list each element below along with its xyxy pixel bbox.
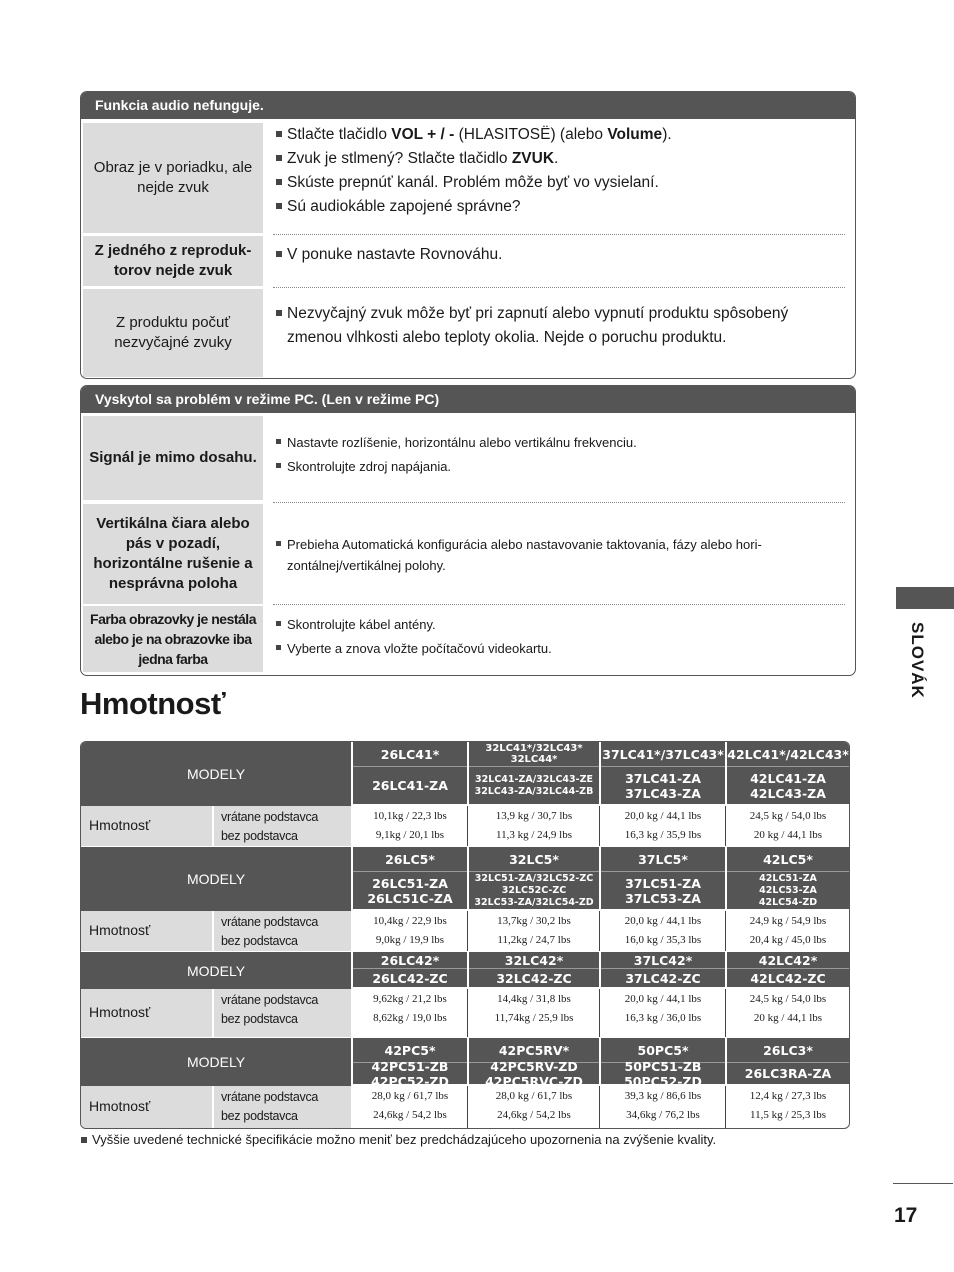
pc-troubleshoot-table (80, 385, 856, 676)
page-title: Hmotnosť (80, 686, 226, 721)
weight-table (80, 741, 850, 1129)
model-variant: 26LC42-ZC (372, 970, 448, 986)
model-variants (727, 969, 849, 987)
pc-row-solutions (275, 432, 845, 477)
model-variant: 42LC54-ZD (758, 896, 818, 908)
model-variant: 32LC41-ZA/32LC43-ZE (475, 773, 593, 785)
weight-without-stand: 11,3 kg / 24,9 lbs (496, 829, 572, 841)
weight-with-stand: 20,0 kg / 44,1 lbs (624, 915, 702, 927)
column-divider (725, 911, 726, 951)
audio-row-solutions (275, 123, 845, 219)
weight-without-stand: 24,6kg / 54,2 lbs (497, 1109, 571, 1121)
solution-item: Sú audiokáble zapojené správne? (275, 195, 845, 219)
model-variant: 32LC42-ZC (496, 970, 572, 986)
weight-without-stand: 9,0kg / 19,9 lbs (375, 934, 445, 946)
model-variant: 32LC53-ZA/32LC54-ZD (474, 896, 594, 908)
audio-section-header: Funkcia audio nefunguje. (81, 92, 855, 119)
model-variant: 42LC43-ZA (750, 785, 826, 801)
weight-with-stand: 10,1kg / 22,3 lbs (373, 810, 447, 822)
model-variants (727, 1063, 849, 1084)
solution-item: Nastavte rozlíšenie, horizontálnu alebo vertikálnu frekvenciu. (275, 432, 845, 453)
model-variant: 32LC43-ZA/32LC44-ZB (474, 785, 594, 797)
pc-row-solutions (275, 614, 845, 659)
model-variants (601, 1058, 725, 1089)
model-series: 32LC41*/32LC43* 32LC44* (469, 742, 599, 767)
language-tab-marker (896, 587, 954, 609)
with-stand-label: vrátane podstavca (221, 810, 319, 824)
model-variants (353, 1058, 467, 1089)
weight-with-stand: 13,7kg / 30,2 lbs (497, 915, 571, 927)
model-variants (353, 969, 467, 987)
column-divider (212, 1086, 214, 1128)
model-variant: 50PC51-ZB (624, 1058, 702, 1074)
pc-row-label: Vertikálna čiara alebo pás v pozadí, horizontálne rušenie a nesprávna poloha (83, 504, 263, 604)
audio-troubleshoot-table (80, 91, 856, 379)
model-variants (469, 1058, 599, 1089)
weight-label: Hmotnosť (89, 1004, 151, 1020)
weight-with-stand: 39,3 kg / 86,6 lbs (624, 1090, 702, 1102)
column-divider (599, 1086, 600, 1128)
model-variant: 32LC52C-ZC (501, 884, 567, 896)
solution-item: Vyberte a znova vložte počítačovú videokartu. (275, 638, 845, 659)
model-variants (727, 767, 849, 804)
weight-without-stand: 34,6kg / 76,2 lbs (626, 1109, 700, 1121)
weight-with-stand: 13,9 kg / 30,7 lbs (495, 810, 573, 822)
column-divider (212, 911, 214, 951)
solution-item: Nezvyčajný zvuk môže byť pri zapnutí alebo vypnutí produktu spôsobený zmenou vlhkosti alebo teploty okolia. Nejde o poruchu produktu. (275, 302, 845, 350)
models-label-cell: MODELY (81, 847, 351, 911)
model-variants (469, 969, 599, 987)
model-variant: 42PC51-ZB (371, 1058, 449, 1074)
weight-with-stand: 9,62kg / 21,2 lbs (373, 993, 447, 1005)
model-variant: 37LC43-ZA (625, 785, 701, 801)
model-variant: 42PC5RVC-ZD (485, 1073, 583, 1089)
weight-without-stand: 16,3 kg / 35,9 lbs (624, 829, 702, 841)
weight-with-stand: 28,0 kg / 61,7 lbs (495, 1090, 573, 1102)
model-variant: 37LC42-ZC (625, 970, 701, 986)
solution-item: Skontrolujte zdroj napájania. (275, 456, 845, 477)
weight-without-stand: 8,62kg / 19,0 lbs (373, 1012, 447, 1024)
solution-item: Prebieha Automatická konfigurácia alebo nastavovanie taktovania, fázy alebo hori- zontálnej/vertikálnej polohy. (275, 534, 845, 576)
model-series: 26LC5* (353, 847, 467, 872)
weight-with-stand: 14,4kg / 31,8 lbs (497, 993, 571, 1005)
column-divider (212, 989, 214, 1037)
with-stand-label: vrátane podstavca (221, 1090, 319, 1104)
solution-item: V ponuke nastavte Rovnováhu. (275, 243, 845, 267)
model-series: 26LC41* (353, 742, 467, 767)
model-variants (727, 872, 849, 909)
model-series: 42LC5* (727, 847, 849, 872)
column-divider (467, 806, 468, 846)
weight-without-stand: 16,3 kg / 36,0 lbs (624, 1012, 702, 1024)
model-series: 37LC42* (601, 952, 725, 969)
model-series: 42PC5RV* (469, 1038, 599, 1063)
column-divider (467, 911, 468, 951)
weight-without-stand: 11,2kg / 24,7 lbs (497, 934, 571, 946)
column-divider (467, 989, 468, 1037)
weight-with-stand: 24,5 kg / 54,0 lbs (749, 993, 827, 1005)
model-series: 37LC5* (601, 847, 725, 872)
language-label: SLOVÁK (908, 622, 927, 699)
column-divider (599, 911, 600, 951)
model-variant: 42LC41-ZA (750, 770, 826, 786)
weight-with-stand: 20,0 kg / 44,1 lbs (624, 993, 702, 1005)
column-divider (725, 1086, 726, 1128)
weight-with-stand: 10,4kg / 22,9 lbs (373, 915, 447, 927)
row-divider (273, 604, 845, 605)
pc-row-label: Signál je mimo dosahu. (83, 416, 263, 500)
audio-row-solutions (275, 302, 845, 350)
weight-without-stand: 20 kg / 44,1 lbs (753, 1012, 823, 1024)
without-stand-label: bez podstavca (221, 934, 298, 948)
model-variant: 50PC52-ZD (624, 1073, 702, 1089)
weight-without-stand: 9,1kg / 20,1 lbs (375, 829, 445, 841)
column-divider (212, 806, 214, 846)
audio-row-label: Z jedného z reproduk- torov nejde zvuk (83, 236, 263, 286)
solution-item: Zvuk je stlmený? Stlačte tlačidlo ZVUK. (275, 147, 845, 171)
model-variant: 26LC51-ZA (372, 875, 448, 891)
model-variants (353, 767, 467, 804)
model-series: 42LC41*/42LC43* (727, 742, 849, 767)
model-variant: 37LC41-ZA (625, 770, 701, 786)
model-series: 50PC5* (601, 1038, 725, 1063)
weight-label: Hmotnosť (89, 1098, 151, 1114)
page-number-rule (893, 1183, 953, 1184)
model-variant: 37LC51-ZA (625, 875, 701, 891)
column-divider (467, 1086, 468, 1128)
weight-without-stand: 20 kg / 44,1 lbs (753, 829, 823, 841)
without-stand-label: bez podstavca (221, 829, 298, 843)
model-variants (353, 872, 467, 909)
without-stand-label: bez podstavca (221, 1109, 298, 1123)
weight-with-stand: 12,4 kg / 27,3 lbs (749, 1090, 827, 1102)
model-variant: 42LC42-ZC (750, 970, 826, 986)
row-divider (273, 502, 845, 503)
model-variant: 26LC51C-ZA (367, 890, 453, 906)
model-variant: 42LC53-ZA (759, 884, 817, 896)
model-variants (469, 767, 599, 804)
weight-label: Hmotnosť (89, 817, 151, 833)
weight-with-stand: 20,0 kg / 44,1 lbs (624, 810, 702, 822)
with-stand-label: vrátane podstavca (221, 993, 319, 1007)
model-variant: 32LC51-ZA/32LC52-ZC (474, 872, 594, 884)
column-divider (599, 989, 600, 1037)
model-series: 26LC42* (353, 952, 467, 969)
column-divider (725, 989, 726, 1037)
model-variant: 37LC53-ZA (625, 890, 701, 906)
model-series: 32LC5* (469, 847, 599, 872)
model-variant: 42PC52-ZD (371, 1073, 449, 1089)
model-series: 42PC5* (353, 1038, 467, 1063)
solution-item: Stlačte tlačidlo VOL + / - (HLASITOSË) (alebo Volume). (275, 123, 845, 147)
model-variant: 26LC3RA-ZA (744, 1066, 832, 1081)
audio-row-label: Obraz je v poriadku, ale nejde zvuk (83, 123, 263, 233)
weight-label: Hmotnosť (89, 922, 151, 938)
page-number: 17 (894, 1204, 918, 1227)
weight-without-stand: 24,6kg / 54,2 lbs (373, 1109, 447, 1121)
weight-with-stand: 24,5 kg / 54,0 lbs (749, 810, 827, 822)
weight-without-stand: 20,4 kg / 45,0 lbs (749, 934, 827, 946)
weight-with-stand: 28,0 kg / 61,7 lbs (371, 1090, 449, 1102)
model-variant: 42PC5RV-ZD (490, 1058, 578, 1074)
audio-row-label: Z produktu počuť nezvyčajné zvuky (83, 289, 263, 377)
model-series: 37LC41*/37LC43* (601, 742, 725, 767)
model-series: 32LC42* (469, 952, 599, 969)
footnote (80, 1132, 716, 1147)
model-variants (601, 969, 725, 987)
pc-section-header: Vyskytol sa problém v režime PC. (Len v režime PC) (81, 386, 855, 413)
pc-row-solutions (275, 534, 845, 576)
pc-row-label: Farba obrazovky je nestála alebo je na obrazovke iba jedna farba (83, 606, 263, 672)
models-label-cell: MODELY (81, 742, 351, 806)
audio-row-solutions (275, 243, 845, 267)
without-stand-label: bez podstavca (221, 1012, 298, 1026)
weight-without-stand: 11,5 kg / 25,3 lbs (750, 1109, 826, 1121)
model-series: 26LC3* (727, 1038, 849, 1063)
footnote-text: Vyššie uvedené technické špecifikácie možno meniť bez predchádzajúceho upozornenia na zvýšenie kvality. (80, 1132, 716, 1147)
model-variant: 42LC51-ZA (759, 872, 817, 884)
model-variants (469, 872, 599, 909)
row-divider (273, 287, 845, 288)
column-divider (599, 806, 600, 846)
row-divider (273, 234, 845, 235)
solution-item: Skontrolujte kábel antény. (275, 614, 845, 635)
model-variants (601, 767, 725, 804)
weight-with-stand: 24,9 kg / 54,9 lbs (749, 915, 827, 927)
models-label-cell: MODELY (81, 1038, 351, 1086)
model-series: 42LC42* (727, 952, 849, 969)
weight-without-stand: 11,74kg / 25,9 lbs (494, 1012, 574, 1024)
model-variant: 26LC41-ZA (372, 778, 448, 793)
weight-without-stand: 16,0 kg / 35,3 lbs (624, 934, 702, 946)
models-label-cell: MODELY (81, 952, 351, 989)
with-stand-label: vrátane podstavca (221, 915, 319, 929)
column-divider (725, 806, 726, 846)
solution-item: Skúste prepnúť kanál. Problém môže byť vo vysielaní. (275, 171, 845, 195)
model-variants (601, 872, 725, 909)
